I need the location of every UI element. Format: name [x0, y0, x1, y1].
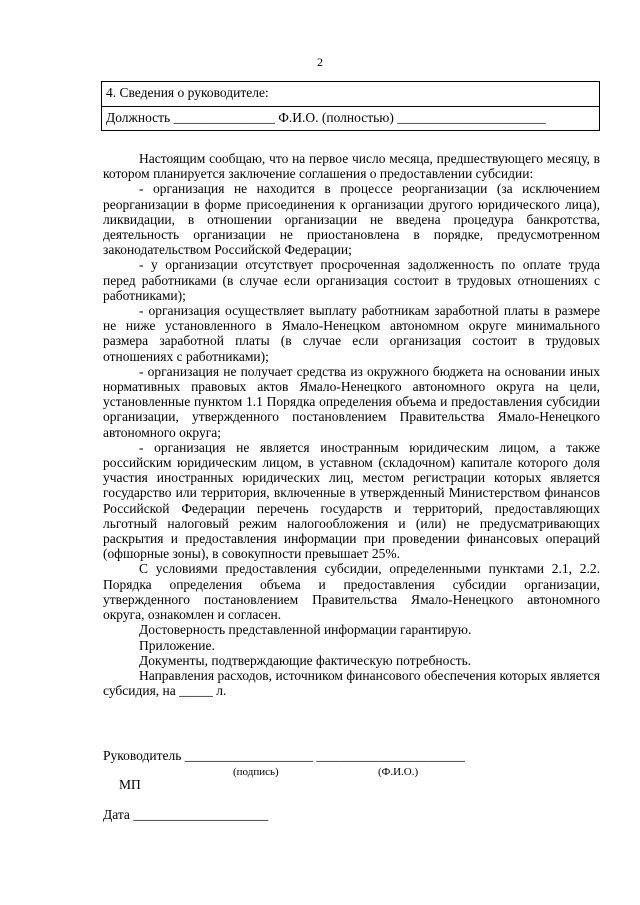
- paragraph: Документы, подтверждающие фактическую потребность.: [139, 652, 472, 668]
- paragraph: - организация осуществляет выплату работникам заработной платы в размере не ниже установленного в Ямало-Ненецком автономном округе минимального размера заработной платы (в случае если организация состоит в трудовых отношениях с работниками);: [103, 303, 600, 364]
- paragraph: - у организации отсутствует просроченная задолженность по оплате труда перед работниками (в случае если организация состоит в трудовых отношениях с работниками);: [103, 257, 600, 303]
- section-heading: 4. Сведения о руководителе:: [106, 85, 269, 100]
- paragraph: Приложение.: [139, 637, 215, 653]
- paragraph: - организация не получает средства из окружного бюджета на основании иных нормативных правовых актов Ямало-Ненецкого автономного округа на цели, установленные пунктом 1.1 Порядка определения объема и предоставления субсидии организации, утвержденного постановлением Правительства Ямало-Ненецкого автономного округа;: [103, 363, 600, 440]
- page-number: 2: [317, 55, 323, 69]
- signature-caption: (подпись): [233, 766, 279, 778]
- name-caption: (Ф.И.О.): [378, 766, 419, 778]
- paragraph: Направления расходов, источником финансового обеспечения которых является субсидия, на _____ л.: [103, 667, 600, 699]
- paragraph: Настоящим сообщаю, что на первое число месяца, предшествующего месяцу, в котором планируется заключение соглашения о предоставлении субсидии:: [103, 151, 600, 182]
- manager-info-table: [101, 81, 600, 131]
- position-name-row: Должность _______________ Ф.И.О. (полностью) ______________________: [102, 106, 599, 130]
- manager-signature-line: Руководитель ___________________ ______________________: [103, 748, 465, 763]
- date-line: Дата ____________________: [103, 807, 269, 822]
- paragraph: - организация не находится в процессе реорганизации (за исключением реорганизации в форме присоединения к организации другого юридического лица), ликвидации, в отношении организации не введена процедура банкротства, деятельность организации не приостановлена в порядке, предусмотренном законодательством Российской Федерации;: [103, 181, 600, 258]
- paragraph: С условиями предоставления субсидии, определенными пунктами 2.1, 2.2. Порядка определения объема и предоставления субсидии организации, утвержденного постановлением Правительства Ямало-Ненецкого автономного округа, ознакомлен и согласен.: [103, 561, 600, 623]
- paragraph: Достоверность представленной информации гарантирую.: [139, 622, 472, 638]
- stamp-label: МП: [119, 777, 141, 792]
- declaration-text: [103, 151, 600, 698]
- paragraph: - организация не является иностранным юридическим лицом, а также российским юридическим лицом, в уставном (складочном) капитале которого доля участия иностранных юридических лиц, местом регистрации которых является государство или территория, включенные в утвержденный Министерством финансов Российской Федерации перечень государств и территорий, предоставляющих льготный налоговый режим налогообложения и (или) не предусматривающих раскрытия и предоставления информации при проведении финансовых операций (офшорные зоны), в совокупности превышает 25%.: [103, 439, 600, 562]
